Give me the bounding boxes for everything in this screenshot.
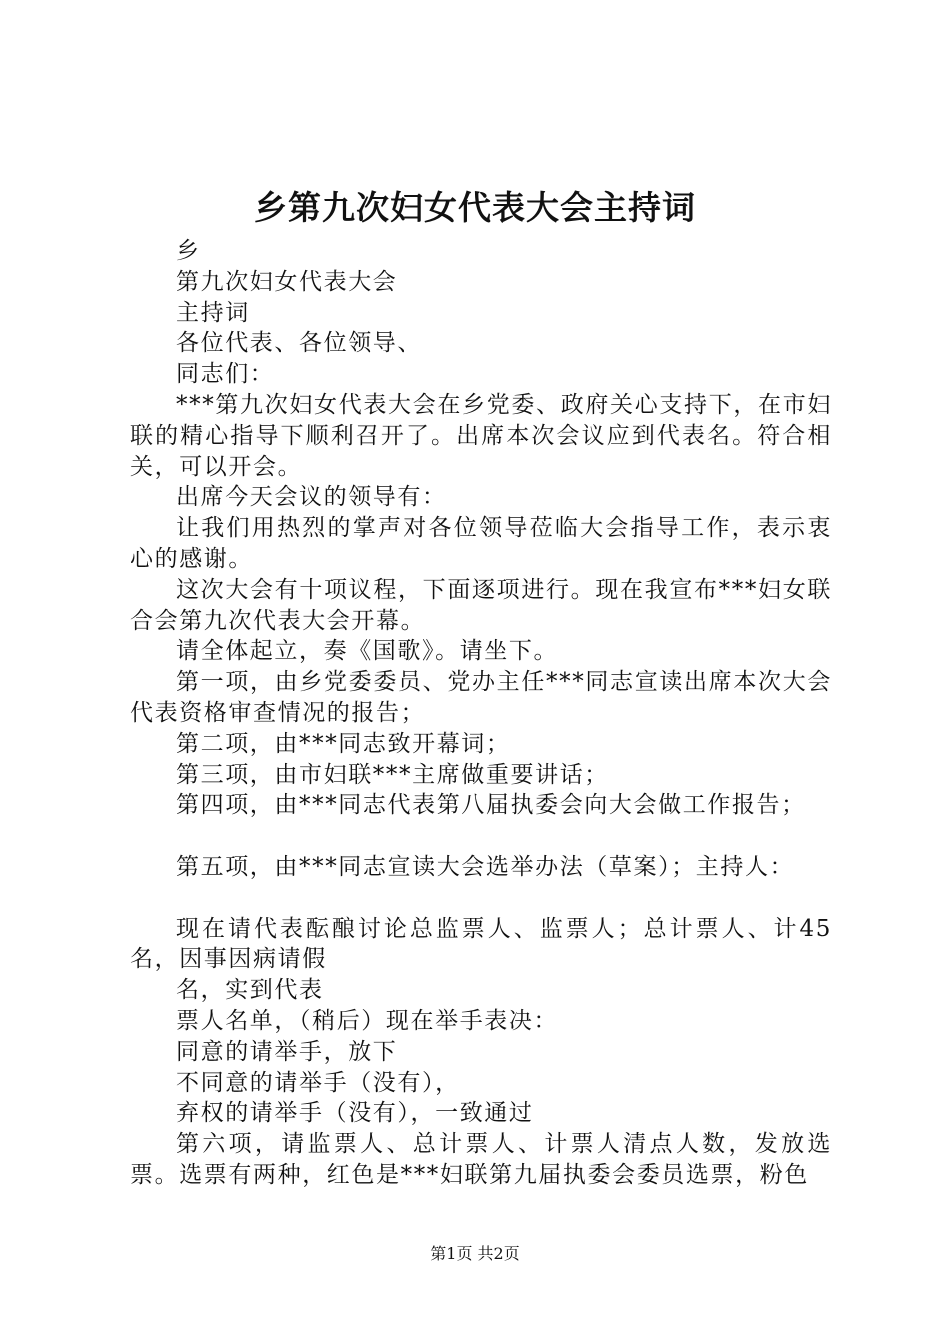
paragraph: 第二项，由***同志致开幕词；: [176, 730, 511, 757]
paragraph: 同意的请举手，放下: [176, 1038, 398, 1065]
paragraph: 不同意的请举手（没有），: [176, 1069, 460, 1096]
paragraph: 名，实到代表: [176, 977, 324, 1004]
page-number: 第1页 共2页: [430, 1244, 520, 1263]
paragraph: 现在请代表酝酿讨论总监票人、监票人；总计票人、计45名，因事因病请假: [130, 915, 832, 973]
paragraph: 出席今天会议的领导有：: [176, 484, 447, 511]
paragraph: 主持词: [176, 299, 250, 326]
paragraph: 第一项，由乡党委委员、党办主任***同志宣读出席本次大会代表资格审查情况的报告；: [130, 669, 832, 726]
paragraph: 第九次妇女代表大会: [176, 268, 398, 295]
paragraph: 乡: [176, 238, 201, 264]
paragraph: 请全体起立，奏《国歌》。请坐下。: [176, 638, 559, 665]
paragraph: 这次大会有十项议程，下面逐项进行。现在我宣布***妇女联合会第九次代表大会开幕。: [130, 576, 832, 634]
paragraph: 弃权的请举手（没有），一致通过: [176, 1100, 534, 1127]
paragraph: 第四项，由***同志代表第八届执委会向大会做工作报告；: [176, 792, 806, 819]
paragraph: 票人名单，（稍后）现在举手表决：: [176, 1007, 559, 1034]
paragraph: 各位代表、各位领导、: [176, 330, 422, 357]
document-title: 乡第九次妇女代表大会主持词: [254, 188, 696, 227]
paragraph: 同志们：: [176, 361, 275, 388]
paragraph: 第五项，由***同志宣读大会选举办法（草案）；主持人：: [176, 853, 795, 880]
document-body: [130, 236, 832, 1191]
paragraph: 第三项，由市妇联***主席做重要讲话；: [176, 761, 609, 788]
paragraph: 第六项，请监票人、总计票人、计票人清点人数，发放选票。选票有两种，红色是***妇联第九届执委会委员选票，粉色: [130, 1131, 832, 1188]
paragraph: 让我们用热烈的掌声对各位领导莅临大会指导工作，表示衷心的感谢。: [130, 515, 832, 572]
paragraph: ***第九次妇女代表大会在乡党委、政府关心支持下，在市妇联的精心指导下顺利召开了。出席本次会议应到代表名。符合相关，可以开会。: [130, 391, 832, 480]
